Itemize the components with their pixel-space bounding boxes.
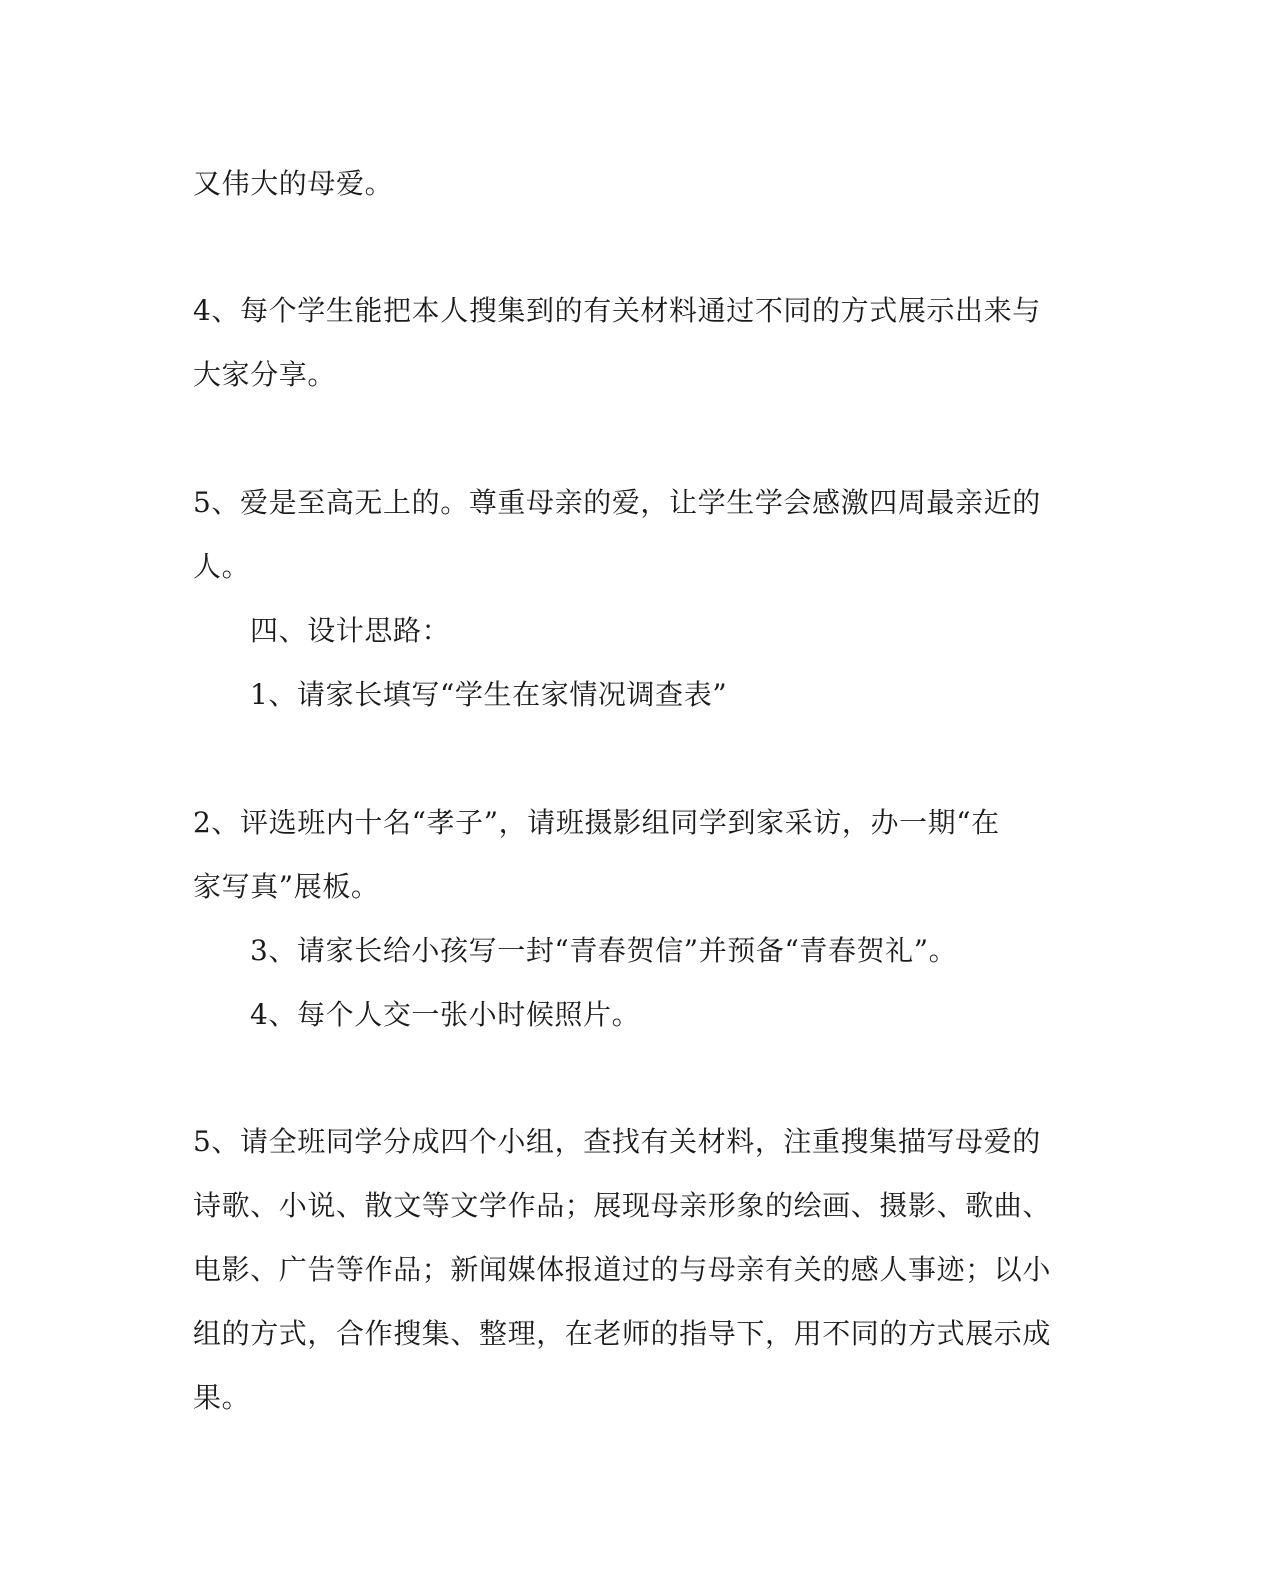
paragraph-3-line-2: 又伟大的母爱。 [193, 167, 394, 200]
design-item-5-line-2: 诗歌、小说、散文等文学作品；展现母亲形象的绘画、摄影、歌曲、 [193, 1189, 1052, 1222]
design-item-5-line-5: 果。 [193, 1381, 251, 1414]
design-item-2-line-1: 2、评选班内十名“孝子”，请班摄影组同学到家采访，办一期“在 [193, 806, 1000, 839]
section-heading: 四、设计思路： [250, 614, 451, 647]
item-4-line-1: 4、每个学生能把本人搜集到的有关材料通过不同的方式展示出来与 [193, 294, 1041, 327]
design-item-1: 1、请家长填写“学生在家情况调查表” [250, 678, 728, 711]
design-item-4: 4、每个人交一张小时候照片。 [250, 998, 641, 1031]
design-item-3: 3、请家长给小孩写一封“青春贺信”并预备“青春贺礼”。 [250, 934, 958, 967]
item-5-line-1: 5、爱是至高无上的。尊重母亲的爱，让学生学会感激四周最亲近的 [193, 486, 1041, 519]
design-item-5-line-4: 组的方式，合作搜集、整理，在老师的指导下，用不同的方式展示成 [193, 1317, 1052, 1350]
design-item-2-line-2: 家写真”展板。 [193, 870, 380, 903]
item-4-line-2: 大家分享。 [193, 358, 337, 391]
design-item-5-line-3: 电影、广告等作品；新闻媒体报道过的与母亲有关的感人事迹；以小 [193, 1253, 1052, 1286]
item-5-line-2: 人。 [193, 550, 251, 583]
design-item-5-line-1: 5、请全班同学分成四个小组，查找有关材料，注重搜集描写母爱的 [193, 1125, 1041, 1158]
